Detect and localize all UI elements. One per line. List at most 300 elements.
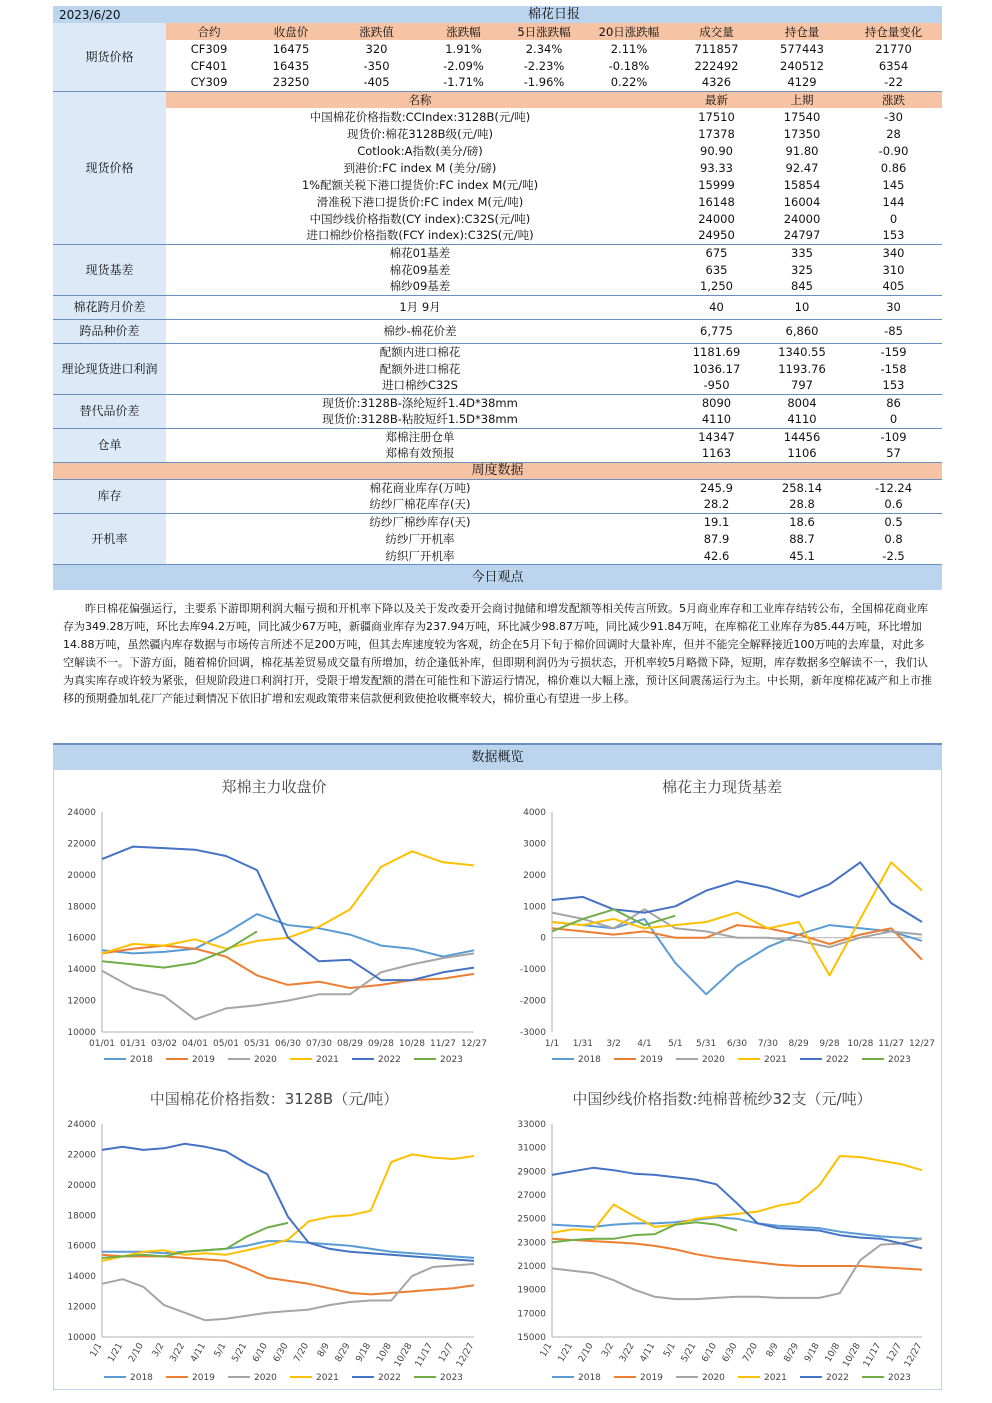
table-cell: 配额外进口棉花 (379, 361, 461, 376)
x-tick-label: 3/2 (606, 1039, 621, 1049)
spread-label: 棉花跨月价差 (53, 295, 166, 319)
y-tick-label: 0 (540, 933, 546, 944)
legend-label: 2021 (316, 1055, 339, 1065)
table-cell: 16148 (698, 194, 735, 209)
futures-col-header: 合约 (166, 23, 252, 40)
table-cell: 24000 (783, 211, 821, 226)
table-cell: 577443 (780, 41, 824, 56)
y-tick-label: 22000 (67, 839, 96, 850)
futures-col-header: 20日涨跌幅 (584, 23, 674, 40)
x-tick-label: 4/11 (638, 1341, 658, 1365)
warrant-row (53, 428, 942, 445)
spot-row (53, 176, 942, 193)
table-cell: 4110 (787, 412, 817, 427)
cross-row (53, 319, 942, 343)
table-cell: CF309 (190, 41, 228, 56)
table-cell: 16475 (272, 41, 310, 56)
y-tick-label: -3000 (519, 1028, 546, 1038)
table-cell: 797 (791, 378, 813, 393)
x-tick-label: 5/1 (212, 1341, 229, 1360)
table-cell: 14347 (674, 428, 759, 445)
table-cell: 4326 (701, 75, 732, 90)
x-tick-label: 7/30 (757, 1039, 778, 1049)
table-cell: 6354 (878, 58, 909, 73)
x-tick-label: 3/22 (618, 1341, 637, 1365)
x-tick-label: 6/30 (271, 1341, 291, 1365)
series-line-2021 (552, 1156, 922, 1233)
x-tick-label: 5/21 (679, 1341, 699, 1365)
futures-header-row (53, 23, 942, 40)
table-cell: 17350 (783, 126, 821, 141)
table-cell: 635 (705, 262, 728, 277)
series-line-2019 (552, 925, 922, 960)
legend-label: 2020 (254, 1373, 277, 1383)
x-tick-label: 12/27 (902, 1341, 925, 1369)
table-cell: 8090 (674, 394, 759, 411)
table-cell: 245.9 (674, 479, 759, 496)
legend-label: 2018 (578, 1373, 601, 1383)
x-tick-label: 8/29 (788, 1039, 809, 1049)
series-line-2022 (102, 847, 474, 981)
table-cell: -85 (845, 319, 942, 343)
y-tick-label: 12000 (67, 1302, 96, 1313)
x-tick-label: 10/8 (823, 1341, 843, 1365)
spot-label: 现货价格 (53, 91, 166, 244)
x-tick-label: 5/1 (668, 1039, 683, 1049)
import-row (53, 377, 942, 394)
table-cell: 24000 (698, 211, 735, 226)
table-cell: Cotlook:A指数(美分/磅) (357, 143, 483, 158)
table-cell: 21770 (875, 41, 912, 56)
spot-col-header: 名称 (166, 91, 674, 108)
x-tick-label: 12/27 (461, 1039, 487, 1049)
y-tick-label: 16000 (67, 1241, 96, 1252)
table-cell: 15999 (698, 177, 735, 192)
table-cell: 2.34% (525, 41, 563, 56)
series-line-2022 (102, 1144, 474, 1261)
basis-row (53, 261, 942, 278)
basis-label: 现货基差 (53, 244, 166, 295)
table-cell: 18.6 (759, 513, 845, 530)
x-tick-label: 5/21 (230, 1341, 250, 1365)
x-tick-label: 8/9 (316, 1341, 332, 1360)
table-cell: 711857 (694, 41, 739, 56)
y-tick-label: 17000 (517, 1309, 546, 1320)
table-cell: 93.33 (700, 160, 733, 175)
table-cell: 棉纱09基差 (389, 279, 451, 294)
x-tick-label: 04/01 (182, 1039, 208, 1049)
table-cell: 棉纱-棉花价差 (166, 319, 674, 343)
x-tick-label: 05/01 (213, 1039, 239, 1049)
x-tick-label: 2/10 (127, 1341, 146, 1365)
table-cell: 1036.17 (692, 361, 741, 376)
opinion-text: 昨日棉花偏强运行，主要系下游即期利润大幅亏损和开机率下降以及关于发改委开会商讨抛储和增发配额等相关传言所致。5月商业库存和工业库存结转公布，全国棉花商业库存为349.28万吨，环比去库94.2万吨，同比减少67万吨，新疆商业库存为237.94万吨，环比减少98.87万吨，同比减少91.84万吨，在库棉花工业库存为85.44万吨，环比增加14.88万吨，虽然疆内库存数据与市场传言所述不足200万吨，但其去库速度较为客观，纺企在5月下旬于棉价回调时大量补库，但并不能完全解释接近100万吨的去库量，对此多空解读不一。下游方面，随着棉价回调，棉花基差贸易成交量有所增加，纺企逢低补库，但即期利润仍为亏损状态，开机率较5月略微下降，短期，库存数据多空解读不一，我们认为真实库存或许较为紧张，但规阶段进口利润打开，受限于增发配额的潜在可能性和下游运行情况，棉价难以大幅上涨，预计区间震荡运行为主。中长期，新年度棉花减产和上市推移的预期叠加轧花厂产能过剩情况下依旧扩增和宏观政策带来信款便利致使抢收概率较大，棉价重心有望进一步上移。 (53, 590, 942, 744)
cross-label: 跨品种价差 (53, 319, 166, 343)
table-cell: 1.91% (445, 41, 482, 56)
table-cell: 8004 (759, 394, 845, 411)
x-tick-label: 10/28 (392, 1341, 415, 1369)
y-tick-label: 14000 (67, 965, 96, 976)
y-tick-label: 20000 (67, 1180, 96, 1191)
table-cell: 153 (882, 378, 905, 393)
y-tick-label: 4000 (523, 808, 546, 818)
table-cell: -0.90 (878, 143, 909, 158)
table-cell: 23250 (272, 75, 310, 90)
table-cell: 88.7 (789, 531, 815, 546)
table-cell: 1106 (787, 446, 817, 461)
table-cell: 222492 (694, 58, 739, 73)
x-tick-label: 11/27 (430, 1039, 456, 1049)
warrant-row (53, 445, 942, 462)
y-tick-label: 24000 (67, 808, 96, 818)
table-cell: -109 (845, 428, 942, 445)
table-cell: 153 (882, 228, 905, 243)
legend-label: 2022 (378, 1373, 401, 1383)
table-cell: 325 (791, 262, 813, 277)
table-cell: 棉花09基差 (389, 262, 451, 277)
x-tick-label: 6/10 (251, 1341, 270, 1365)
table-cell: 进口棉纱价格指数(FCY index):C32S(元/吨) (306, 228, 534, 243)
spot-row (53, 193, 942, 210)
weekly-title-row (53, 462, 942, 479)
table-cell: 86 (845, 394, 942, 411)
x-tick-label: 10/28 (847, 1039, 874, 1049)
legend-label: 2020 (702, 1373, 725, 1383)
substitute-row (53, 394, 942, 411)
table-cell: 0.6 (884, 497, 903, 512)
y-tick-label: -2000 (519, 996, 546, 1007)
series-line-2018 (552, 919, 922, 994)
x-tick-label: 3/22 (168, 1341, 188, 1365)
table-cell: 17378 (698, 126, 735, 141)
table-cell: 19.1 (674, 513, 759, 530)
table-cell: -1.71% (443, 75, 484, 90)
series-line-2019 (552, 1239, 922, 1270)
x-tick-label: 9/28 (819, 1039, 840, 1049)
x-tick-label: 4/1 (637, 1039, 652, 1049)
legend-label: 2018 (578, 1055, 601, 1065)
table-cell: 28.8 (789, 497, 815, 512)
table-cell: 纺纱厂棉花库存(天) (369, 497, 471, 512)
x-tick-label: 7/20 (741, 1341, 761, 1365)
y-tick-label: 21000 (517, 1262, 546, 1272)
x-tick-label: 2/10 (576, 1341, 596, 1365)
table-cell: 2.11% (610, 41, 648, 56)
x-tick-label: 12/27 (454, 1341, 477, 1369)
y-tick-label: 24000 (67, 1120, 96, 1130)
legend-label: 2022 (826, 1055, 849, 1065)
series-line-2019 (102, 1255, 474, 1295)
cotton-daily-report (53, 6, 942, 1390)
x-tick-label: 8/29 (782, 1341, 802, 1365)
y-tick-label: 3000 (523, 839, 546, 850)
chart-cotton-basis (502, 770, 942, 1080)
x-tick-label: 10/8 (375, 1341, 394, 1365)
y-tick-label: -1000 (519, 965, 546, 976)
spot-col-header: 上期 (759, 91, 845, 108)
weekly-title: 周度数据 (53, 462, 942, 479)
table-cell: 28 (886, 126, 901, 141)
futures-label: 期货价格 (53, 23, 166, 91)
table-cell: -158 (880, 361, 907, 376)
table-cell: 配额内进口棉花 (166, 343, 674, 360)
table-cell: -2.5 (882, 548, 905, 563)
x-tick-label: 12/27 (909, 1039, 935, 1049)
x-tick-label: 6/10 (700, 1341, 720, 1365)
import-row (53, 343, 942, 360)
table-cell: -12.24 (845, 479, 942, 496)
y-tick-label: 1000 (523, 902, 546, 913)
x-tick-label: 4/11 (189, 1341, 208, 1365)
x-tick-label: 07/30 (306, 1039, 332, 1049)
table-cell: 1193.76 (778, 361, 826, 376)
x-tick-label: 8/29 (333, 1341, 353, 1365)
spot-row (53, 210, 942, 227)
chart-cotton-index (54, 1082, 494, 1392)
legend-label: 2023 (440, 1055, 463, 1065)
inventory-label: 库存 (53, 479, 166, 513)
legend-label: 2021 (764, 1055, 787, 1065)
futures-col-header: 持仓量变化 (845, 23, 942, 40)
table-cell: 1月 9月 (166, 295, 674, 319)
table-cell: 0 (889, 412, 898, 427)
x-tick-label: 12/7 (437, 1341, 456, 1365)
table-cell: -30 (884, 109, 903, 124)
legend-label: 2022 (826, 1373, 849, 1383)
table-cell: 4110 (701, 412, 732, 427)
table-cell: 240512 (780, 58, 824, 73)
x-tick-label: 1/1 (544, 1039, 560, 1049)
table-cell: 16004 (783, 194, 821, 209)
futures-row (53, 74, 942, 91)
legend-label: 2020 (702, 1055, 725, 1065)
table-cell: 棉花商业库存(万吨) (166, 479, 674, 496)
report-table (53, 6, 942, 564)
table-cell: 0 (889, 211, 898, 226)
table-cell: 320 (365, 41, 388, 56)
table-cell: -405 (363, 75, 390, 90)
spot-header-row (53, 91, 942, 108)
table-cell: 4129 (787, 75, 817, 90)
table-cell: -350 (363, 58, 390, 73)
spot-row (53, 227, 942, 244)
operating-rate-label: 开机率 (53, 513, 166, 564)
x-tick-label: 05/31 (244, 1039, 270, 1049)
x-tick-label: 08/29 (337, 1039, 363, 1049)
y-tick-label: 25000 (517, 1214, 546, 1225)
table-cell: 335 (759, 244, 845, 261)
table-cell: -950 (703, 378, 730, 393)
series-line-2020 (102, 1264, 474, 1320)
operating-rate-row (53, 530, 942, 547)
warrant-label: 仓单 (53, 428, 166, 462)
table-cell: 中国棉花价格指数:CCIndex:3128B(元/吨) (309, 109, 531, 124)
x-tick-label: 11/27 (878, 1039, 905, 1049)
y-tick-label: 10000 (67, 1028, 96, 1038)
table-cell: 纺纱厂开机率 (385, 531, 455, 546)
x-tick-label: 7/20 (292, 1341, 312, 1365)
substitute-row (53, 411, 942, 428)
futures-col-header: 收盘价 (252, 23, 330, 40)
table-cell: 145 (882, 177, 905, 192)
table-cell: 郑棉注册仓单 (166, 428, 674, 445)
x-tick-label: 11/17 (413, 1341, 436, 1369)
futures-col-header: 涨跌值 (330, 23, 423, 40)
operating-rate-row (53, 513, 942, 530)
table-cell: -1.96% (523, 75, 565, 90)
table-cell: -159 (845, 343, 942, 360)
x-tick-label: 1/1 (538, 1341, 555, 1360)
y-tick-label: 19000 (517, 1285, 546, 1296)
table-cell: 1%配额关税下港口提货价:FC index M(元/吨) (301, 177, 539, 192)
y-tick-label: 18000 (67, 902, 96, 913)
x-tick-label: 1/31 (572, 1039, 593, 1049)
table-cell: 0.8 (884, 531, 903, 546)
y-tick-label: 2000 (523, 870, 546, 881)
table-cell: 滑准税下港口提货价:FC index M(元/吨) (316, 194, 524, 209)
table-cell: 91.80 (785, 143, 819, 158)
table-cell: CY309 (190, 75, 228, 90)
spot-row (53, 159, 942, 176)
table-cell: 1340.55 (759, 343, 845, 360)
x-tick-label: 8/9 (764, 1341, 781, 1360)
table-cell: 92.47 (785, 160, 819, 175)
inventory-row (53, 496, 942, 513)
y-tick-label: 23000 (517, 1238, 546, 1249)
y-tick-label: 22000 (67, 1150, 96, 1161)
x-tick-label: 01/01 (89, 1039, 115, 1049)
legend-label: 2021 (764, 1373, 787, 1383)
legend-label: 2020 (254, 1055, 277, 1065)
report-title: 棉花日报 (166, 6, 942, 23)
spot-col-header: 涨跌 (845, 91, 942, 108)
table-cell: 到港价:FC index M (美分/磅) (343, 160, 497, 175)
x-tick-label: 12/7 (885, 1341, 905, 1365)
table-cell: 15854 (783, 177, 821, 192)
x-tick-label: 9/18 (803, 1341, 822, 1365)
table-cell: 310 (882, 262, 905, 277)
legend-label: 2022 (378, 1055, 401, 1065)
chart-title: 棉花主力现货基差 (661, 778, 783, 796)
table-cell: 1163 (701, 446, 732, 461)
table-cell: 17540 (783, 109, 821, 124)
table-cell: CF401 (190, 58, 228, 73)
chart-title: 中国纱线价格指数:纯棉普梳纱32支（元/吨） (572, 1090, 872, 1108)
table-cell: 14456 (759, 428, 845, 445)
table-cell: 0.86 (880, 160, 907, 175)
x-tick-label: 6/30 (726, 1039, 748, 1049)
chart-title: 中国棉花价格指数：3128B（元/吨） (149, 1090, 399, 1108)
operating-rate-row (53, 547, 942, 564)
spread-row (53, 295, 942, 319)
legend-label: 2018 (130, 1055, 153, 1065)
table-cell: 中国纱线价格指数(CY index):C32S(元/吨) (309, 211, 531, 226)
table-cell: -2.23% (523, 58, 565, 73)
legend-label: 2019 (192, 1373, 215, 1383)
table-cell: 棉花01基差 (166, 244, 674, 261)
x-tick-label: 5/31 (696, 1039, 717, 1049)
chart-title: 郑棉主力收盘价 (221, 778, 327, 796)
table-cell: 0.5 (845, 513, 942, 530)
table-cell: 57 (886, 446, 901, 461)
chart-zhengmian-close (54, 770, 494, 1080)
table-cell: 405 (882, 279, 905, 294)
x-tick-label: 01/31 (120, 1039, 146, 1049)
legend-label: 2023 (888, 1055, 911, 1065)
y-tick-label: 29000 (517, 1167, 546, 1178)
opinion-title: 今日观点 (53, 564, 942, 590)
x-tick-label: 10/28 (399, 1039, 425, 1049)
legend-label: 2018 (130, 1373, 153, 1383)
x-tick-label: 1/21 (556, 1341, 576, 1365)
y-tick-label: 12000 (67, 996, 96, 1007)
legend-label: 2019 (192, 1055, 215, 1065)
spot-col-header: 最新 (674, 91, 759, 108)
y-tick-label: 15000 (517, 1333, 546, 1343)
substitute-label: 替代品价差 (53, 394, 166, 428)
x-tick-label: 3/2 (600, 1341, 617, 1360)
series-line-2022 (552, 1168, 922, 1249)
table-cell: 87.9 (703, 531, 730, 546)
inventory-row (53, 479, 942, 496)
table-cell: 40 (674, 295, 759, 319)
x-tick-label: 10/28 (841, 1341, 863, 1369)
futures-col-header: 持仓量 (759, 23, 845, 40)
x-tick-label: 5/1 (662, 1341, 678, 1360)
series-line-2018 (552, 1218, 922, 1239)
chart-yarn-index (502, 1082, 942, 1392)
y-tick-label: 31000 (517, 1143, 546, 1154)
table-cell: 845 (791, 279, 813, 294)
table-cell: 纺织厂开机率 (385, 548, 455, 563)
y-tick-label: 20000 (67, 870, 96, 881)
table-cell: 纺纱厂棉纱库存(天) (166, 513, 674, 530)
x-tick-label: 03/02 (151, 1039, 177, 1049)
basis-row (53, 278, 942, 295)
table-cell: 24797 (783, 228, 821, 243)
legend-label: 2019 (640, 1055, 663, 1065)
table-cell: 45.1 (789, 548, 815, 563)
legend-label: 2023 (888, 1373, 911, 1383)
legend-label: 2023 (440, 1373, 463, 1383)
table-cell: 16435 (272, 58, 310, 73)
legend-label: 2021 (316, 1373, 339, 1383)
table-cell: -0.18% (608, 58, 650, 73)
x-tick-label: 1/21 (106, 1341, 126, 1365)
table-cell: 42.6 (703, 548, 730, 563)
series-line-2020 (102, 953, 474, 1019)
x-tick-label: 11/17 (861, 1341, 884, 1369)
table-cell: 1,250 (700, 279, 733, 294)
table-cell: 17510 (698, 109, 735, 124)
table-cell: 进口棉纱C32S (382, 378, 458, 393)
legend-label: 2019 (640, 1373, 663, 1383)
futures-col-header: 成交量 (674, 23, 759, 40)
series-line-2021 (552, 862, 922, 975)
futures-row (53, 40, 942, 57)
series-line-2020 (552, 1239, 922, 1299)
spot-row (53, 125, 942, 142)
table-cell: 0.22% (610, 75, 648, 90)
x-tick-label: 9/18 (354, 1341, 374, 1365)
spot-row (53, 108, 942, 125)
x-tick-label: 6/30 (720, 1341, 740, 1365)
basis-row (53, 244, 942, 261)
table-cell: 6,860 (759, 319, 845, 343)
y-tick-label: 16000 (67, 933, 96, 944)
y-tick-label: 27000 (517, 1191, 546, 1201)
y-tick-label: 14000 (67, 1272, 96, 1283)
